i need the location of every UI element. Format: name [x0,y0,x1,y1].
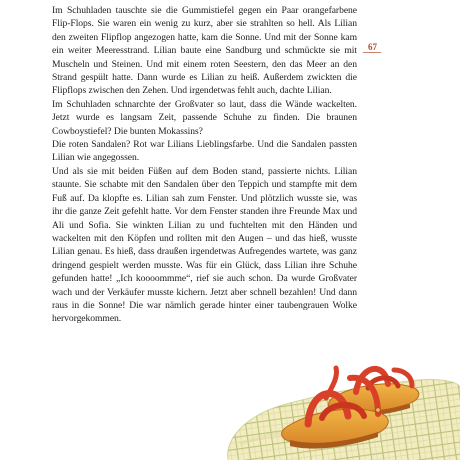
sandals-illustration [218,318,460,460]
paragraph: Und als sie mit beiden Füßen auf dem Boden stand, passierte nichts. Lilian staunte. Sie schabte mit den Sandalen über den Teppich und stampfte mit dem Fuß auf. Da klopfte es. Lilian sah zum Fenster. Und plötzlich wusste sie, was ihr die ganze Zeit gefehlt hatte. Vor dem Fenster standen ihre Freunde Max und Ali und Sofia. Sie winkten Lilian zu und fuchtelten mit den Händen und wackelten mit den Köpfen und rollten mit den Augen – und das hieß, wusste Lilian genau. Es hieß, dass draußen irgendetwas Aufregendes wartete, was ganz dringend gespielt werden musste. Was für ein Glück, dass Lilian ihre Schuhe gefunden hatte! „Ich koooommme“, rief sie auch schon. Da wurde Großvater wach und der Verkäufer musste kichern. Jetzt aber schnell bezahlen! Und dann raus in die Sonne! Die war nämlich gerade hinter einer taubengrauen Wolke hervorgekommen. [52,165,357,325]
paragraph: Die roten Sandalen? Rot war Lilians Lieblingsfarbe. Und die Sandalen passten Lilian wie angegossen. [52,139,357,164]
paragraph: Im Schuhladen tauschte sie die Gummistiefel gegen ein Paar orangefarbene Flip-Flops. Sie waren ein wenig zu kurz, aber sie strahlten so hell. Als Lilian den zweiten Flipflop angezogen hatte, kam die Sonne. Und mit der Sonne kam ein weiter Meeresstrand. Lilian baute eine Sandburg und schmückte sie mit Muscheln und Steinen. Und mit einem roten Seestern, den das Meer an den Strand gespült hatte. Dann wurde es Lilian zu heiß. Außerdem zwickten die Flipflops zwischen den Zehen. Und irgendetwas fehlt auch, dachte Lilian. [52,5,357,97]
body-text [52,4,357,326]
page-number: 67 [368,42,377,52]
paragraph: Im Schuhladen schnarchte der Großvater so laut, dass die Wände wackelten. Jetzt wurde es langsam Zeit, passende Schuhe zu finden. Die braunen Cowboystiefel? Die bunten Mokassins? [52,98,357,137]
margin-rule [363,52,381,53]
